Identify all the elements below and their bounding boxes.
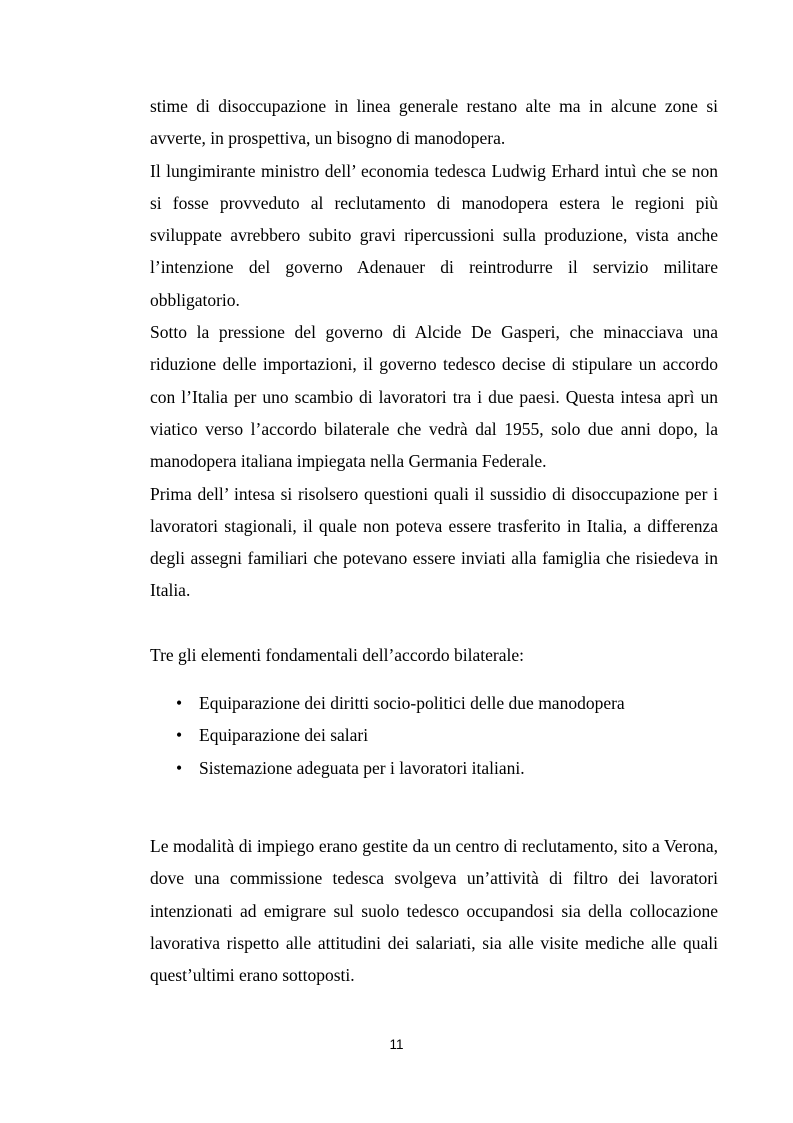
paragraph-spacer (150, 784, 718, 830)
bullet-icon: • (176, 725, 183, 746)
list-item (150, 687, 718, 719)
list-item (150, 752, 718, 784)
paragraph-spacer (150, 607, 718, 639)
list-spacer (150, 671, 718, 687)
paragraph: Sotto la pressione del governo di Alcide De Gasperi, che minacciava una riduzione delle importazioni, il governo tedesco decise di stipulare un accordo con l’Italia per uno scambio di lavoratori tra i due paesi. Questa intesa aprì un viatico verso l’accordo bilaterale che vedrà dal 1955, solo due anni dopo, la manodopera italiana impiegata nella Germania Federale. (150, 322, 718, 472)
list-item-text: Equiparazione dei diritti socio-politici delle due manodopera (199, 693, 625, 714)
list-item-text: Sistemazione adeguata per i lavoratori italiani. (199, 757, 525, 778)
paragraph: Prima dell’ intesa si risolsero questioni quali il sussidio di disoccupazione per i lavoratori stagionali, il quale non poteva essere trasferito in Italia, a differenza degli assegni familiari che potevano essere inviati alla famiglia che risiedeva in Italia. (150, 483, 718, 601)
paragraph: Le modalità di impiego erano gestite da un centro di reclutamento, sito a Verona, dove una commissione tedesca svolgeva un’attività di filtro dei lavoratori intenzionati ad emigrare sul suolo tedesco occupandosi sia della collocazione lavorativa rispetto alle attitudini dei salariati, sia alle visite mediche alle quali quest’ultimi erano sottoposti. (150, 835, 718, 986)
paragraph: Il lungimirante ministro dell’ economia tedesca Ludwig Erhard intuì che se non si fosse provveduto al reclutamento di manodopera estera le regioni più sviluppate avrebbero subito gravi ripercussioni sulla produzione, vista anche l’intenzione del governo Adenauer di reintrodurre il servizio militare obbligatorio. (150, 160, 718, 310)
body-text (150, 90, 718, 991)
list-intro: Tre gli elementi fondamentali dell’accordo bilaterale: (150, 644, 525, 665)
bullet-list (150, 687, 718, 784)
bullet-icon: • (176, 693, 183, 714)
paragraph: stime di disoccupazione in linea generale restano alte ma in alcune zone si avverte, in prospettiva, un bisogno di manodopera. (150, 96, 718, 149)
bullet-icon: • (176, 757, 183, 778)
list-item (150, 719, 718, 751)
page-number: 11 (389, 1037, 404, 1052)
list-item-text: Equiparazione dei salari (199, 725, 369, 746)
